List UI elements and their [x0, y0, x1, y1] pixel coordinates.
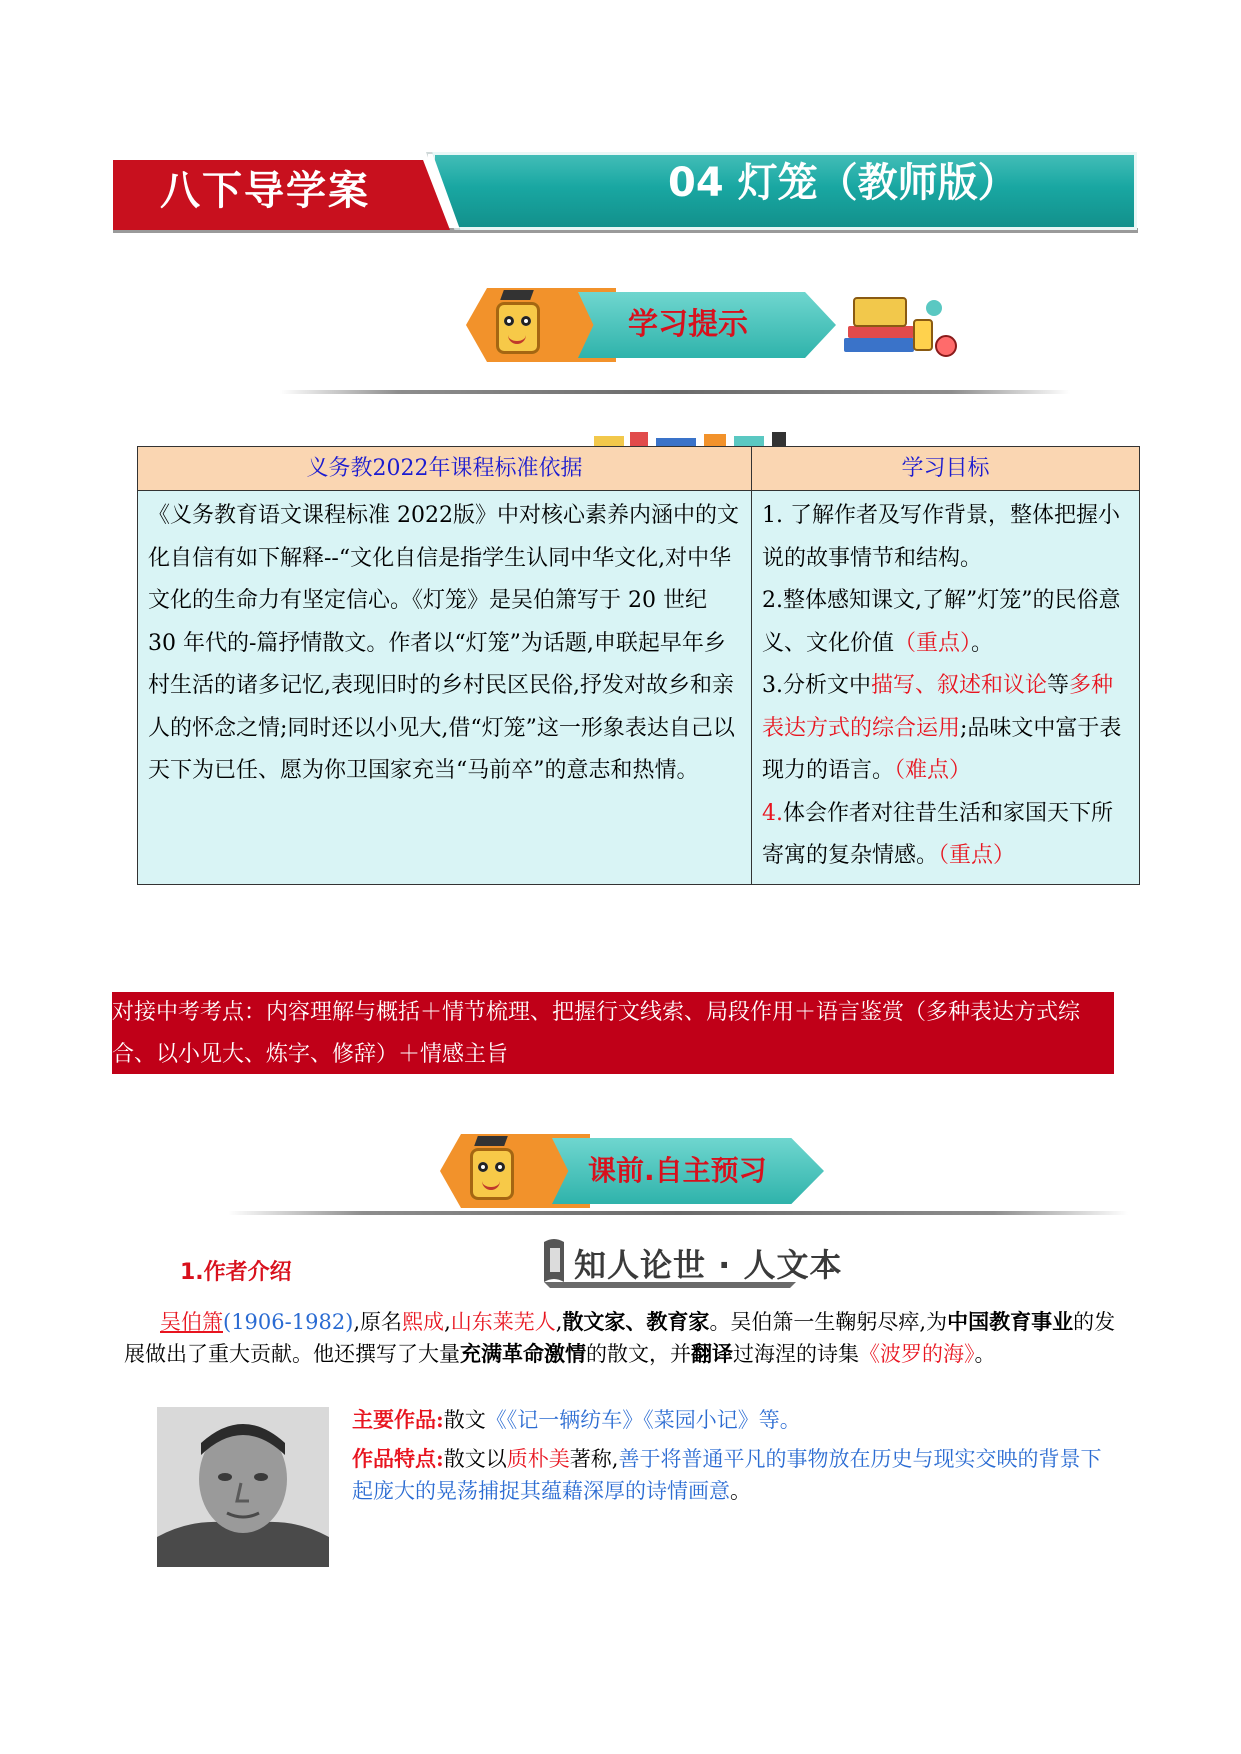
curriculum-table: [137, 446, 1140, 885]
table-header-standard: 义务教2022年课程标准依据: [138, 447, 752, 491]
goal-2: 2.整体感知课文,了解”灯笼”的民俗意义、文化价值（重点）。: [762, 588, 1121, 656]
work-features: 作品特点:散文以质朴美著称,善于将普通平凡的事物放在历史与现实交映的背景下起庞大的晃荡捕捉其蕴藉深厚的诗情画意。: [352, 1446, 1102, 1503]
goal-3-tag: （难点）: [894, 758, 972, 783]
author-heading: 1.作者介绍: [180, 1260, 292, 1285]
section-badge-tips: [466, 288, 836, 362]
goal-2-tag: （重点）: [894, 630, 972, 656]
goal-4: 4.体会作者对往昔生活和家国天下所寄寓的复杂情感。（重点）: [762, 800, 1114, 868]
exam-focus-bar: 对接中考考点：内容理解与概括＋情节梳理、把握行文线索、局段作用＋语言鉴赏（多种表达方式综合、以小见大、炼字、修辞）＋情感主旨: [112, 992, 1114, 1074]
banner-title: 知人论世 · 人文本: [574, 1246, 843, 1284]
author-name: 吴伯箫: [160, 1310, 223, 1334]
author-portrait: [157, 1407, 329, 1567]
study-supplies-icon: [838, 290, 964, 362]
section-divider: [280, 390, 1070, 394]
series-title: 八下导学案: [160, 168, 370, 214]
author-paragraph: 吴伯箫(1906-1982),原名熙成,山东莱芜人,散文家、教育家。吴伯箫一生鞠躬尽瘁,为中国教育事业的发展做出了重大贡献。他还撰写了大量充满革命激情的散文，并翻译过海涅的诗集《波罗的海》。: [124, 1309, 1116, 1366]
goal-3: 3.分析文中描写、叙述和议论等多种表达方式的综合运用;品味文中富于表现力的语言。（难点）: [762, 673, 1122, 783]
book-mascot-icon: [470, 1148, 514, 1200]
section-badge-preview: [440, 1134, 824, 1208]
table-header-goals: 学习目标: [752, 447, 1140, 491]
goal-1: 1. 了解作者及写作背景，整体把握小说的故事情节和结构。: [762, 503, 1120, 571]
learning-goals: [752, 491, 1140, 885]
main-works: 主要作品:散文《《记一辆纺车》《菜园小记》等。: [352, 1407, 801, 1432]
section-title-preview: 课前.自主预习: [588, 1154, 767, 1187]
table-header-row: [138, 447, 1140, 491]
table-row: [138, 491, 1140, 885]
section-title-tips: 学习提示: [628, 307, 748, 342]
goal-4-tag: （重点）: [938, 843, 1016, 868]
standard-text: 《义务教育语文课程标准 2022版》中对核心素养内涵中的文化自信有如下解释--“文化自信是指学生认同中华文化,对中华文化的生命力有坚定信心。《灯笼》是吴伯箫写于 20 世纪 30 年代的-篇抒情散文。作者以“灯笼”为话题,申联起早年乡村生活的诸多记忆,表现旧时的乡村民区民俗,抒发对故乡和亲人的怀念之情;同时还以小见大,借“灯笼”这一形象表达自己以天下为已任、愿为你卫国家充当“马前卒”的意志和热情。: [138, 491, 752, 885]
book-mascot-icon: [496, 302, 540, 354]
section-divider: [228, 1211, 1128, 1215]
lesson-title: 04 灯笼（教师版）: [668, 160, 1018, 206]
